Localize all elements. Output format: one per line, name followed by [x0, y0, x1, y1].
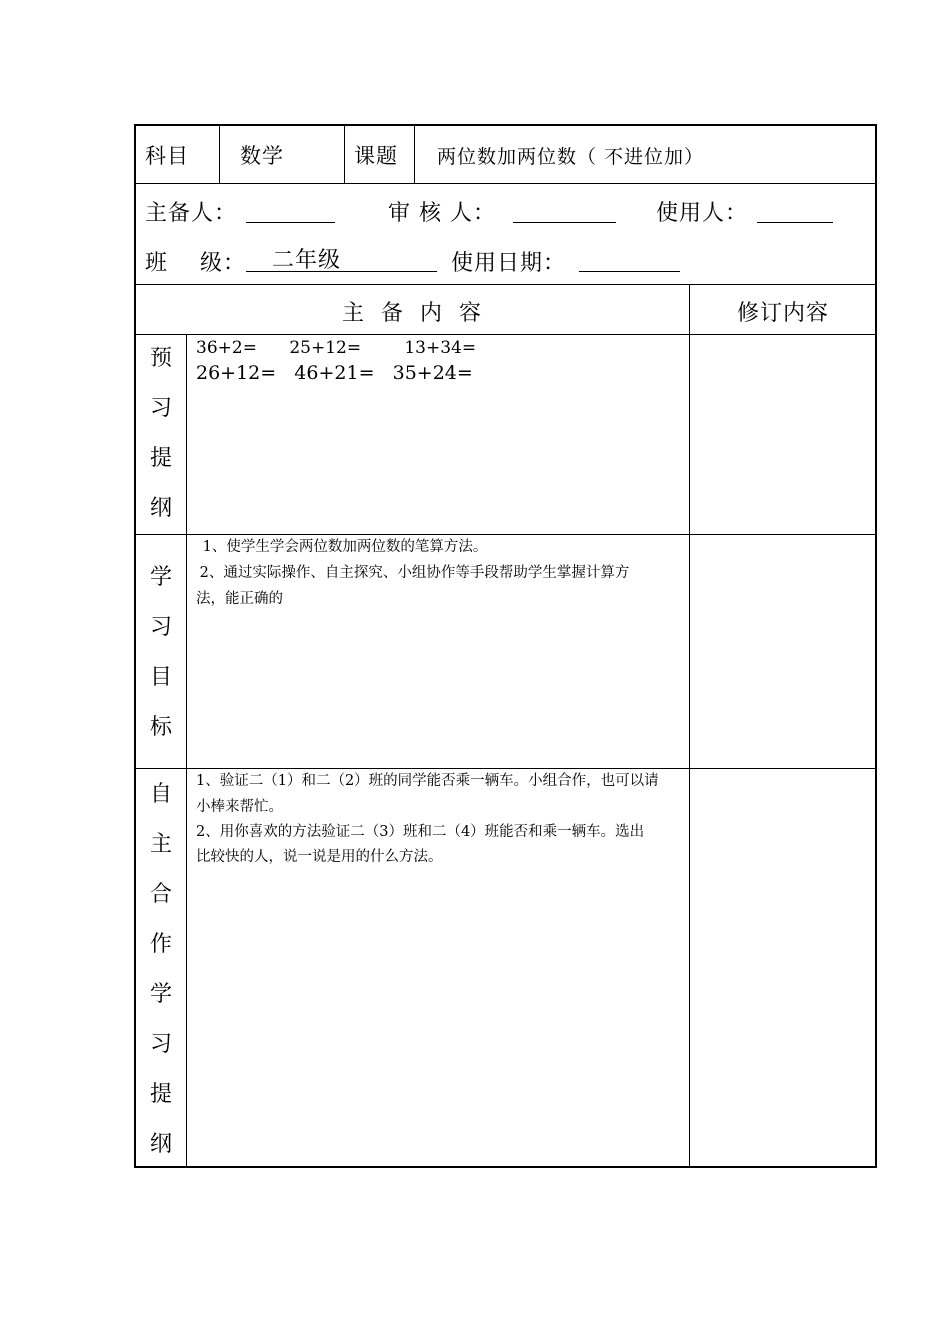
- topic-label: 课题: [354, 144, 398, 168]
- study-line-4: 比较快的人，说一说是用的什么方法。: [196, 849, 443, 865]
- row-divider: [134, 183, 877, 184]
- main-content-header: 主 备 内 容: [342, 301, 482, 326]
- user-label: 使用人：: [656, 201, 749, 226]
- section-label-preview: 预 习 提 纲: [149, 346, 172, 521]
- study-line-3: 2、用你喜欢的方法验证二（3）班和二（4）班能否和乘一辆车。选出: [196, 824, 645, 840]
- col-divider: [219, 124, 220, 184]
- objective-line-1: 1、使学生学会两位数加两位数的笔算方法。: [198, 539, 488, 555]
- preparer-blank[interactable]: [246, 196, 335, 223]
- subject-label: 科目: [145, 144, 189, 168]
- reviewer-label: 审 核 人：: [388, 201, 496, 226]
- preparer-label: 主备人：: [145, 201, 238, 226]
- preview-line-1: 36+2= 25+12= 13+34=: [196, 338, 477, 358]
- study-line-1: 1、验证二（1）和二（2）班的同学能否乘一辆车。小组合作，也可以请: [196, 773, 659, 789]
- topic-value: 两位数加两位数（ 不进位加）: [437, 146, 705, 168]
- table-border-bottom: [134, 1166, 877, 1168]
- col-divider: [689, 284, 690, 1167]
- preview-line-2: 26+12= 46+21= 35+24=: [196, 362, 473, 384]
- col-divider: [344, 124, 345, 184]
- table-border-top: [134, 124, 877, 126]
- class-field[interactable]: [246, 245, 437, 272]
- study-line-2: 小棒来帮忙。: [196, 799, 283, 815]
- section-label-objectives: 学 习 目 标: [149, 565, 172, 740]
- subject-value: 数学: [240, 144, 284, 168]
- class-label: 班 级：: [145, 251, 246, 276]
- section-label-cooperative-study: 自 主 合 作 学 习 提 纲: [149, 782, 172, 1157]
- table-border-right: [875, 124, 877, 1168]
- objective-line-2: 2、通过实际操作、自主探究、小组协作等手段帮助学生掌握计算方: [195, 565, 630, 581]
- col-divider: [414, 124, 415, 184]
- class-value: 二年级: [272, 248, 342, 273]
- reviewer-blank[interactable]: [513, 196, 616, 223]
- date-blank[interactable]: [579, 245, 680, 272]
- revision-content-header: 修订内容: [736, 301, 829, 326]
- objective-line-3: 法，能正确的: [196, 591, 283, 607]
- col-divider: [186, 334, 187, 1167]
- date-label: 使用日期：: [451, 251, 567, 276]
- user-blank[interactable]: [757, 196, 833, 223]
- row-divider: [134, 284, 877, 285]
